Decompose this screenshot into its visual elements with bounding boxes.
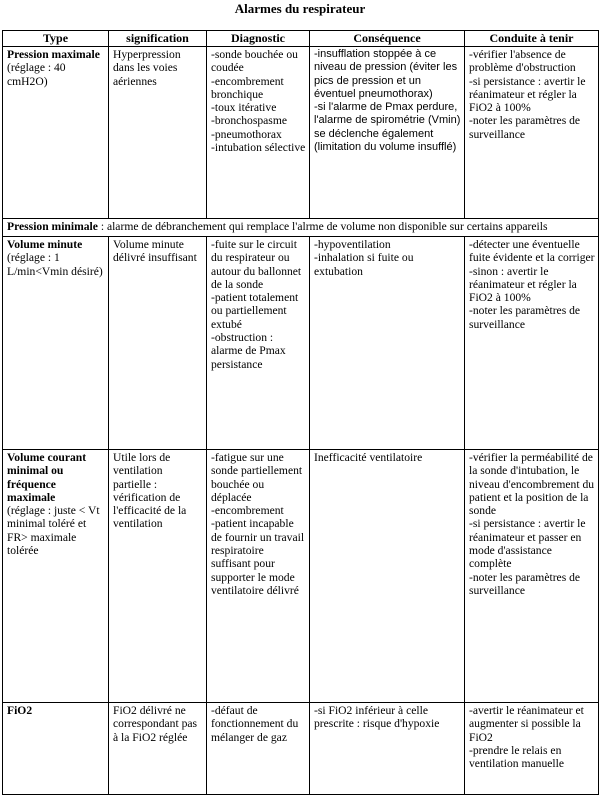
type-setting: (réglage : 40 cmH2O): [7, 61, 66, 88]
type-setting: (réglage : 1 L/min<Vmin désiré): [7, 251, 103, 278]
consequence-line: -si l'alarme de Pmax perdure, l'alarme de spirométrie (Vmin) se déclenche également (limitation du volume insufflé): [314, 101, 461, 154]
cell-conduite: [465, 47, 599, 219]
cell-banner: [3, 219, 599, 237]
conduite-line: -si persistance : avertir le réanimateur et régler la FiO2 à 100%: [469, 74, 586, 115]
conduite-line: -sinon : avertir le réanimateur et régler la FiO2 à 100%: [469, 264, 577, 305]
type-setting: (réglage : juste < Vt minimal toléré et FR> maximale tolérée: [7, 504, 100, 558]
header-type: Type: [3, 31, 109, 47]
diagnostic-line: -sonde bouchée ou coudée: [211, 48, 298, 75]
cell-type: [3, 47, 109, 219]
diagnostic-line: -fuite sur le circuit du respirateur ou autour du ballonnet de la sonde: [211, 238, 302, 291]
diagnostic-line: -fatigue sur une sonde partiellement bouchée ou déplacée: [211, 451, 303, 504]
signification-line: Utile lors de ventilation partielle : vérification de l'efficacité de la ventilation: [113, 451, 187, 531]
type-label: Volume minute: [7, 238, 83, 251]
conduite-line: -noter les paramètres de surveillance: [469, 114, 581, 141]
conduite-line: -vérifier l'absence de problème d'obstruction: [469, 48, 576, 75]
table-row: [3, 703, 599, 795]
table-row: [3, 237, 599, 450]
page-title: Alarmes du respirateur: [234, 1, 366, 16]
conduite-line: -prendre le relais en ventilation manuelle: [469, 743, 564, 771]
consequence-line: Inefficacité ventilatoire: [314, 451, 423, 464]
diagnostic-line: -patient incapable de fournir un travail respiratoire suffisant pour supporter le mode ventilatoire délivré: [211, 517, 305, 597]
cell-conduite: [465, 450, 599, 703]
conduite-line: -si persistance : avertir le réanimateur et passer en mode d'assistance complète: [469, 517, 586, 571]
diagnostic-line: -pneumothorax: [211, 127, 282, 141]
type-label: Pression maximale: [7, 48, 100, 61]
cell-signification: [109, 450, 207, 703]
banner-row: [3, 219, 599, 237]
consequence-line: -si FiO2 inférieur à celle prescrite : risque d'hypoxie: [314, 704, 440, 731]
conduite-line: -noter les paramètres de surveillance: [469, 304, 581, 331]
diagnostic-line: -encombrement bronchique: [211, 74, 284, 101]
table-row: [3, 47, 599, 219]
cell-type: [3, 237, 109, 450]
table-row: [3, 450, 599, 703]
header-conduite: Conduite à tenir: [465, 31, 599, 47]
diagnostic-line: -obstruction : alarme de Pmax persistance: [211, 331, 286, 371]
signification-line: Volume minute délivré insuffisant: [113, 238, 197, 265]
header-consequence: Conséquence: [310, 31, 465, 47]
header-signification: signification: [109, 31, 207, 47]
cell-consequence: [310, 703, 465, 795]
header-diagnostic: Diagnostic: [207, 31, 310, 47]
conduite-line: -noter les paramètres de surveillance: [469, 570, 581, 597]
cell-diagnostic: [207, 703, 310, 795]
diagnostic-line: -encombrement: [211, 504, 284, 518]
cell-diagnostic: [207, 237, 310, 450]
consequence-line: -inhalation si fuite ou extubation: [314, 251, 414, 278]
cell-signification: [109, 47, 207, 219]
conduite-line: -avertir le réanimateur et augmenter si possible la FiO2: [469, 704, 584, 744]
consequence-line: -insufflation stoppée à ce niveau de pression (éviter les pics de pression et un éventuel pneumothorax): [314, 48, 458, 100]
cell-diagnostic: [207, 47, 310, 219]
cell-type: [3, 703, 109, 795]
consequence-line: -hypoventilation: [314, 238, 391, 251]
cell-consequence: [310, 450, 465, 703]
banner-label: Pression minimale: [7, 220, 98, 233]
cell-conduite: [465, 703, 599, 795]
diagnostic-line: -défaut de fonctionnement du mélanger de gaz: [211, 704, 299, 744]
banner-text: : alarme de débranchement qui remplace l'alrme de volume non disponible sur certains appareils: [97, 220, 548, 233]
cell-type: [3, 450, 109, 703]
diagnostic-line: -toux itérative: [211, 101, 277, 115]
cell-diagnostic: [207, 450, 310, 703]
alarm-table: [2, 30, 599, 795]
cell-consequence: [310, 237, 465, 450]
conduite-line: -détecter une éventuelle fuite évidente et la corriger: [469, 238, 595, 265]
type-label: Volume courant minimal ou fréquence maximale: [7, 451, 87, 504]
cell-signification: [109, 703, 207, 795]
cell-signification: [109, 237, 207, 450]
signification-line: Hyperpression dans les voies aériennes: [113, 48, 181, 88]
diagnostic-line: -bronchospasme: [211, 114, 287, 128]
cell-consequence: [310, 47, 465, 219]
conduite-line: -vérifier la perméabilité de la sonde d'intubation, le niveau d'encombrement du patient et la position de la sonde: [469, 451, 595, 518]
cell-conduite: [465, 237, 599, 450]
diagnostic-line: -intubation sélective: [211, 141, 306, 155]
type-label: FiO2: [7, 704, 33, 717]
diagnostic-line: -patient totalement ou partiellement extubé: [211, 291, 299, 331]
signification-line: FiO2 délivré ne correspondant pas à la FiO2 réglée: [113, 704, 198, 744]
table-header-row: [3, 31, 599, 47]
